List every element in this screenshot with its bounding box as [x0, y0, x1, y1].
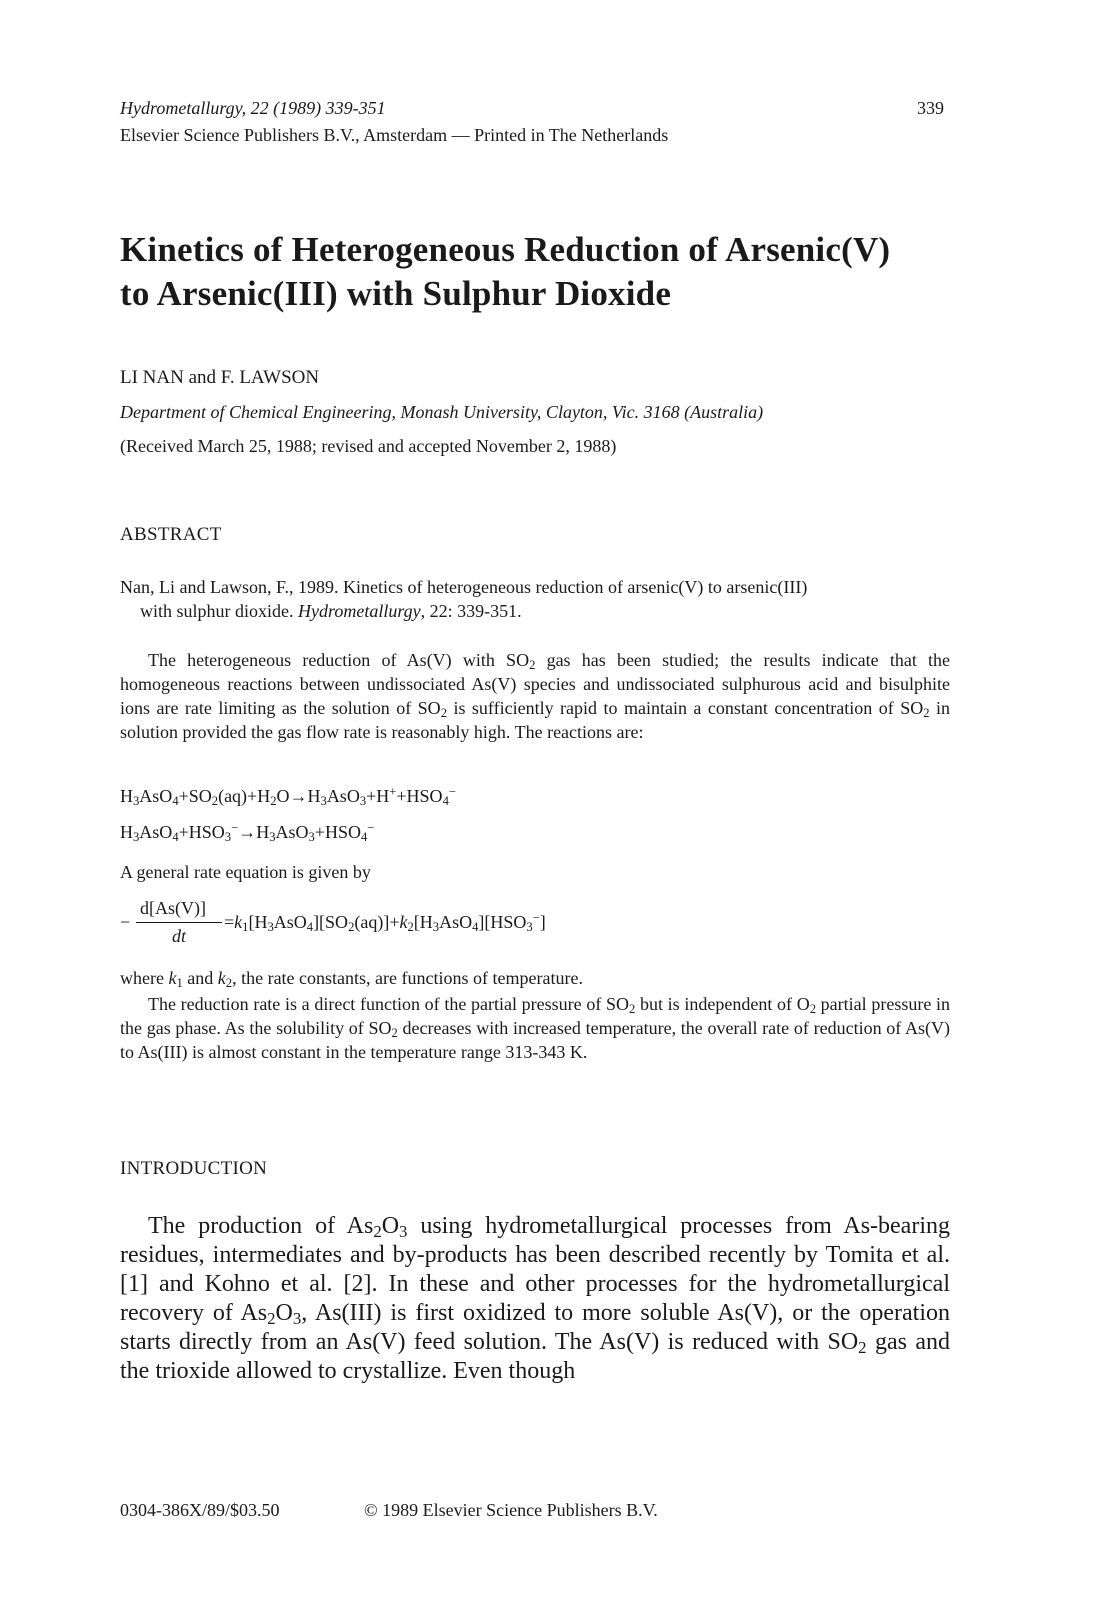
- introduction-body: The production of $As_2O_3$ using hydrometallurgical processes from As-bearing residues, intermediates and by-products has been described recently by Tomita et al. [1] and Kohno et al. [2]. In these and other processes for the hydrometallurgical recovery of $As_2O_3$, As(III) is first oxidized to more soluble As(V), or the operation starts directly from an As(V) feed solution. The As(V) is reduced with $SO_2$ gas and the trioxide allowed to crystallize. Even though: [120, 1213, 950, 1384]
- paper-title: [120, 228, 950, 316]
- citation: [120, 575, 950, 623]
- introduction-heading: INTRODUCTION: [120, 1158, 268, 1179]
- abstract-paragraph-2: The reduction rate is a direct function of the partial pressure of $SO_2$ but is independent of $O_2$ partial pressure in the gas phase. As the solubility of $SO_2$ decreases with increased temperature, the overall rate of reduction of As(V) to As(III) is almost constant in the temperature range 313-343 K.: [120, 994, 950, 1062]
- general-rate-intro: A general rate equation is given by: [120, 862, 371, 882]
- title-line-2: to Arsenic(III) with Sulphur Dioxide: [120, 274, 672, 313]
- publisher-line: Elsevier Science Publishers B.V., Amsterdam — Printed in The Netherlands: [120, 125, 669, 145]
- paper-page: Hydrometallurgy, 22 (1989) 339-351 Elsevier Science Publishers B.V., Amsterdam — Printed in The Netherlands 339 Kinetics of Heterogeneous Reduction of Arsenic(V) to Arsenic(III) with Sulphur Dioxide LI NAN and F. LAWSON Department of Chemical Engineering, Monash University, Clayton, Vic. 3168 (Australia) (Received March 25, 1988; revised and accepted November 2, 1988) ABSTRACT Nan, Li and Lawson, F., 1989. Kinetics of heterogeneous reduction of arsenic(V) to arsenic(III) with sulphur dioxide. Hydrometallurgy, 22: 339-351. The heterogeneous reduction of As(V) with $SO_2$ gas has been studied; the results indicate that the homogeneous reactions between undissociated As(V) species and undissociated sulphurous acid and bisulphite ions are rate limiting as the solution of $SO_2$ is sufficiently rapid to maintain a constant concentration of $SO_2$ in solution provided the gas flow rate is reasonably high. The reactions are: $H_3AsO_4+SO_2(aq)+H_2O\to H_3AsO_3+H^++HSO_4^-$ $H_3AsO_4+HSO_3^-\to H_3AsO_3+HSO_4^-$ A general rate equation is given by − d[As(V)] dt $=k_1[H_3AsO_4][SO_2(aq)]+k_2[H_3AsO_4][HSO_3^-]$ where $k_1$ and $k_2$, the rate constants, are functions of temperature. The reduction rate is a direct function of the partial pressure of $SO_2$ but is independent of $O_2$ partial pressure in the gas phase. As the solubility of $SO_2$ decreases with increased temperature, the overall rate of reduction of As(V) to As(III) is almost constant in the temperature range 313-343 K. INTRODUCTION The production of $As_2O_3$ using hydrometallurgical processes from As-bearing residues, intermediates and by-products has been described recently by Tomita et al. [1] and Kohno et al. [2]. In these and other processes for the hydrometallurgical recovery of $As_2O_3$, As(III) is first oxidized to more soluble As(V), or the operation starts directly from an As(V) feed solution. The As(V) is reduced with $SO_2$ gas and the trioxide allowed to crystallize. Even though 0304-386X/89/$03.50 © 1989 Elsevier Science Publishers B.V.: [120, 0, 950, 1600]
- issn-price-code: 0304-386X/89/$03.50: [120, 1500, 280, 1520]
- received-dates: (Received March 25, 1988; revised and accepted November 2, 1988): [120, 436, 617, 456]
- reaction-equation-1: $H_3AsO_4+SO_2(aq)+H_2O\to H_3AsO_3+H^++HSO_4^-$: [120, 784, 456, 809]
- citation-line-1: Nan, Li and Lawson, F., 1989. Kinetics of heterogeneous reduction of arsenic(V) to arsenic(III): [120, 577, 808, 597]
- abstract-heading: ABSTRACT: [120, 524, 222, 545]
- affiliation: Department of Chemical Engineering, Monash University, Clayton, Vic. 3168 (Australia): [120, 402, 764, 422]
- title-line-1: Kinetics of Heterogeneous Reduction of Arsenic(V): [120, 230, 891, 269]
- running-header: [120, 95, 950, 149]
- reaction-equation-2: $H_3AsO_4+HSO_3^-\to H_3AsO_3+HSO_4^-$: [120, 820, 375, 845]
- journal-reference: Hydrometallurgy, 22 (1989) 339-351: [120, 98, 386, 118]
- abstract-paragraph: The heterogeneous reduction of As(V) with $SO_2$ gas has been studied; the results indicate that the homogeneous reactions between undissociated As(V) species and undissociated sulphurous acid and bisulphite ions are rate limiting as the solution of $SO_2$ is sufficiently rapid to maintain a constant concentration of $SO_2$ in solution provided the gas flow rate is reasonably high. The reactions are:: [120, 650, 951, 742]
- page-footer: [120, 1500, 950, 1521]
- authors: LI NAN and F. LAWSON: [120, 367, 320, 388]
- rate-constants-note: where $k_1$ and $k_2$, the rate constants, are functions of temperature.: [120, 968, 583, 991]
- citation-line-2: with sulphur dioxide. Hydrometallurgy, 22: 339-351.: [140, 601, 522, 621]
- citation-journal: Hydrometallurgy: [298, 601, 421, 621]
- copyright-notice: © 1989 Elsevier Science Publishers B.V.: [364, 1500, 658, 1520]
- abstract-body: [120, 648, 950, 744]
- page-number: 339: [917, 98, 944, 118]
